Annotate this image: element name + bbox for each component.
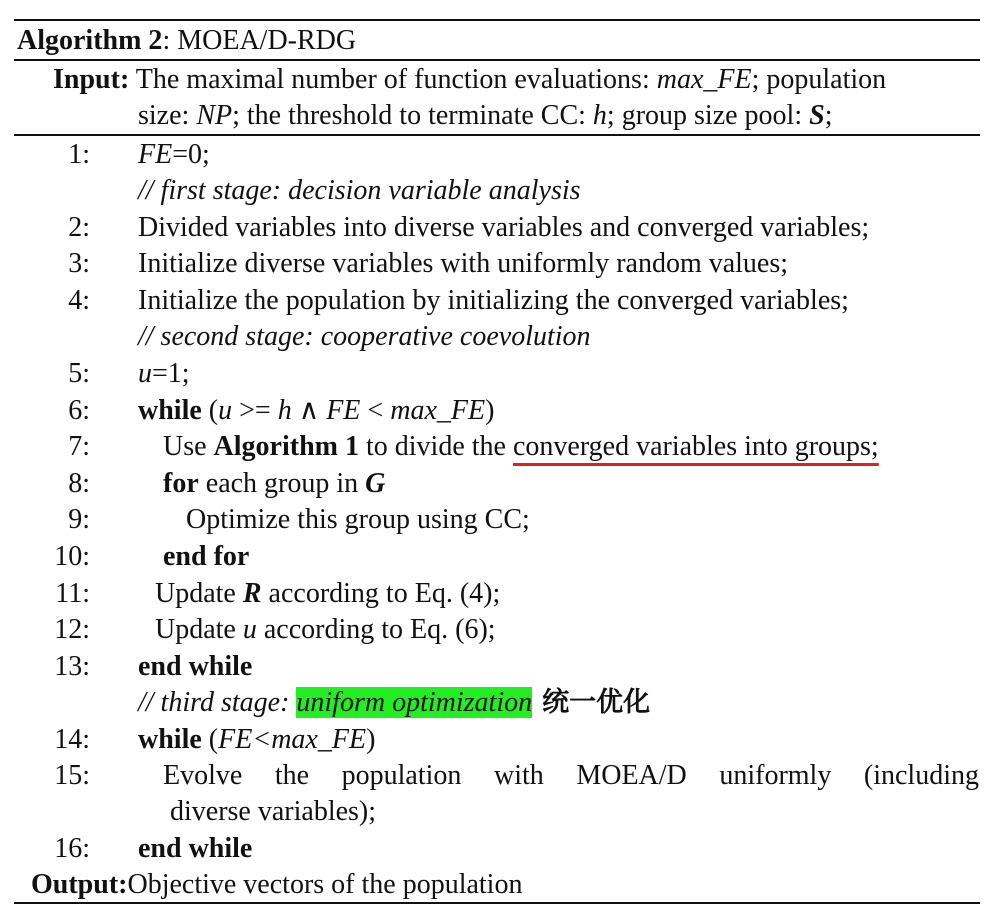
step-number: 6: xyxy=(68,395,90,426)
input-label: Input: xyxy=(53,64,130,95)
top-rule xyxy=(14,19,980,21)
title-rule xyxy=(14,59,980,61)
step-number: 4: xyxy=(68,285,90,316)
step-14: while (FE<max_FE) xyxy=(138,724,376,755)
step-number: 15: xyxy=(54,760,90,791)
step-number: 16: xyxy=(54,833,90,864)
step-11: Update R according to Eq. (4); xyxy=(155,578,501,609)
step-9: Optimize this group using CC; xyxy=(186,504,530,535)
algorithm-name: : MOEA/D-RDG xyxy=(162,25,357,56)
step-1: FE=0; xyxy=(138,139,210,170)
step-8: for each group in G xyxy=(163,468,386,499)
step-number: 7: xyxy=(68,431,90,462)
step-number: 8: xyxy=(68,468,90,499)
input-rule xyxy=(14,134,980,136)
step-number: 12: xyxy=(54,614,90,645)
output-label: Output: xyxy=(31,869,128,900)
step-15-line-1: Evolve the population with MOEA/D uniformly (including xyxy=(163,760,979,791)
step-number: 13: xyxy=(54,651,90,682)
input-line-1: Input: The maximal number of function evaluations: max_FE; population xyxy=(53,64,887,95)
step-13: end while xyxy=(138,651,253,682)
step-number: 14: xyxy=(54,724,90,755)
algorithm-title xyxy=(17,24,356,58)
bottom-rule xyxy=(14,902,980,904)
step-6: while (u >= h ∧ FE < max_FE) xyxy=(138,395,495,426)
step-7: Use Algorithm 1 to divide the converged variables into groups; xyxy=(163,431,879,462)
step-15-line-2: diverse variables); xyxy=(170,796,377,827)
output-line: Output:Objective vectors of the population xyxy=(31,869,523,900)
algorithm-label: Algorithm 2 xyxy=(17,25,163,56)
step-2: Divided variables into diverse variables and converged variables; xyxy=(138,212,870,243)
comment-third-stage: // third stage: uniform optimization 统一优化 xyxy=(138,687,651,718)
step-number: 10: xyxy=(54,541,90,572)
red-underline-annotation: converged variables into groups; xyxy=(512,431,879,462)
step-4: Initialize the population by initializing the converged variables; xyxy=(138,285,849,316)
step-number: 3: xyxy=(68,248,90,279)
step-number: 11: xyxy=(55,578,90,609)
comment-second-stage: // second stage: cooperative coevolution xyxy=(138,321,591,352)
step-number: 5: xyxy=(68,358,90,389)
step-16: end while xyxy=(138,833,253,864)
step-12: Update u according to Eq. (6); xyxy=(155,614,496,645)
step-10: end for xyxy=(163,541,250,572)
step-number: 1: xyxy=(68,139,90,170)
comment-first-stage: // first stage: decision variable analysis xyxy=(138,175,581,206)
input-line-2: size: NP; the threshold to terminate CC: h; group size pool: S; xyxy=(138,100,833,131)
step-3: Initialize diverse variables with uniformly random values; xyxy=(138,248,789,279)
chinese-annotation: 统一优化 xyxy=(542,687,651,718)
step-5: u=1; xyxy=(138,358,190,389)
step-number: 2: xyxy=(68,212,90,243)
green-highlight-annotation: uniform optimization xyxy=(296,687,533,718)
step-number: 9: xyxy=(68,504,90,535)
